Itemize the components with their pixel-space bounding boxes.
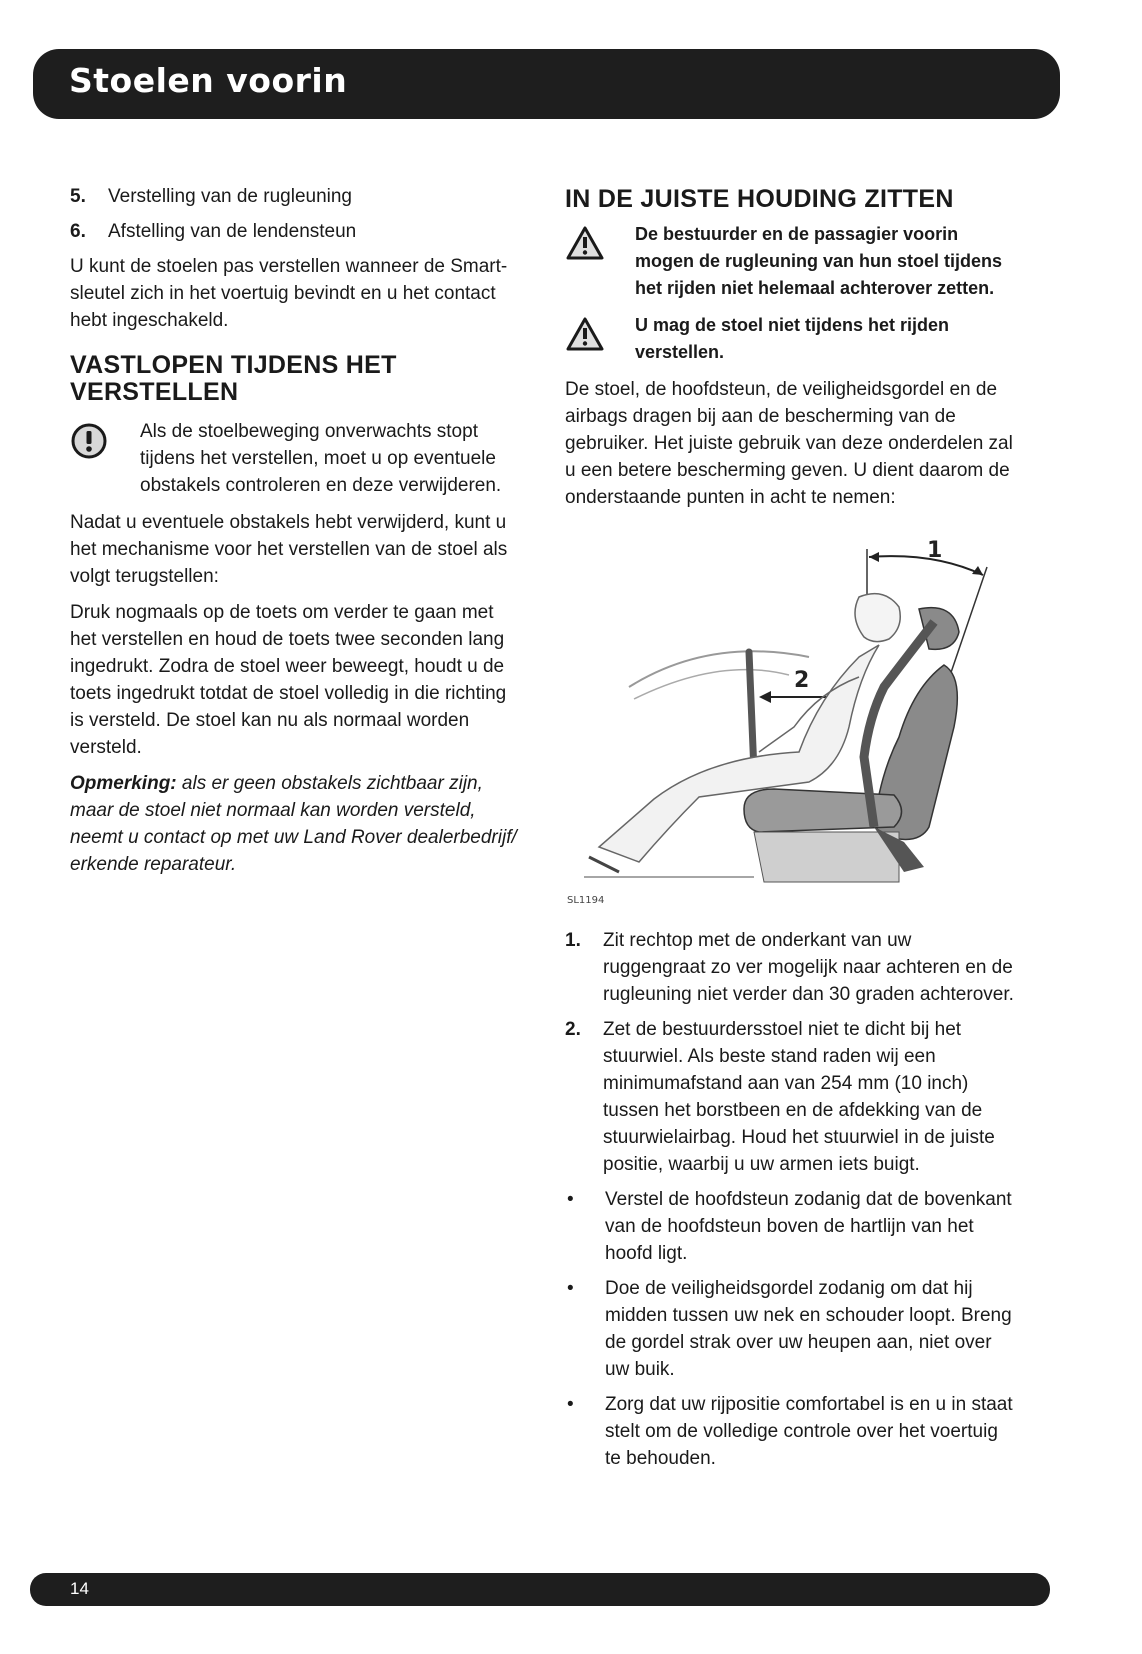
bullet-text: Verstel de hoofdsteun zodanig dat de bovenkant van de hoofdsteun boven de hartlijn van het hoofd ligt. (605, 1189, 1012, 1264)
caution-icon (70, 418, 140, 499)
warning-icon (565, 312, 635, 366)
warning-icon (565, 221, 635, 302)
note (70, 770, 520, 878)
page-number: 14 (70, 1579, 89, 1598)
bullet-icon: • (567, 1189, 574, 1210)
bullet-icon: • (567, 1394, 574, 1415)
page-title: Stoelen voorin (69, 61, 348, 100)
right-column (565, 186, 1015, 1480)
header-bar (33, 49, 1060, 119)
section-heading-posture: IN DE JUISTE HOUDING ZITTEN (565, 185, 954, 213)
figure-label-1: 1 (927, 538, 943, 563)
caution-notice (70, 418, 520, 499)
paragraph: Druk nogmaals op de toets om verder te gaan met het verstellen en houd de toets twee seconden lang ingedrukt. Zodra de stoel weer beweegt, houdt u de toets ingedrukt totdat de stoel volledig in die richting is versteld. De stoel kan nu als normaal worden versteld. (70, 602, 507, 758)
list-item (70, 218, 520, 245)
list-item (565, 927, 1015, 1008)
bullet-item (565, 1275, 1015, 1383)
bullet-item (565, 1186, 1015, 1267)
warning-notice (565, 221, 1015, 302)
warning-text: U mag de stoel niet tijdens het rijden verstellen. (635, 315, 950, 362)
list-text: Zet de bestuurdersstoel niet te dicht bij het stuurwiel. Als beste stand raden wij een minimumafstand aan van 254 mm (10 inch) tussen het borstbeen en de afdekking van de stuurwielairbag. Houd het stuurwiel in de juiste positie, waarbij u uw armen iets buigt. (603, 1019, 995, 1175)
note-label: Opmerking: (70, 773, 177, 794)
footer-bar (30, 1573, 1050, 1606)
list-text: Zit rechtop met de onderkant van uw ruggengraat zo ver mogelijk naar achteren en de rugleuning niet verder dan 30 graden achterover. (603, 930, 1014, 1005)
caution-text: Als de stoelbeweging onverwachts stopt tijdens het verstellen, moet u op eventuele obstakels controleren en deze verwijderen. (140, 421, 502, 496)
list-number: 1. (565, 930, 581, 951)
list-number: 5. (70, 186, 86, 207)
list-text: Verstelling van de rugleuning (108, 186, 353, 207)
list-item (70, 183, 520, 210)
list-text: Afstelling van de lendensteun (108, 221, 357, 242)
warning-notice (565, 312, 1015, 366)
paragraph: Nadat u eventuele obstakels hebt verwijderd, kunt u het mechanisme voor het verstellen van de stoel als volgt terugstellen: (70, 512, 508, 587)
list-number: 6. (70, 221, 86, 242)
figure-code: SL1194 (567, 895, 605, 906)
bullet-text: Zorg dat uw rijpositie comfortabel is en u in staat stelt om de volledige controle over het voertuig te behouden. (605, 1394, 1013, 1469)
note-text: als er geen obstakels zichtbaar zijn, maar de stoel niet normaal kan worden versteld, neemt u contact op met uw Land Rover dealerbedrijf/ erkende reparateur. (70, 773, 517, 875)
bullet-text: Doe de veiligheidsgordel zodanig om dat hij midden tussen uw nek en schouder loopt. Breng de gordel strak over uw heupen aan, niet over uw buik. (605, 1278, 1012, 1380)
warning-text: De bestuurder en de passagier voorin mogen de rugleuning van hun stoel tijdens het rijden niet helemaal achterover zetten. (635, 224, 1003, 298)
intro-paragraph: U kunt de stoelen pas verstellen wanneer de Smart-sleutel zich in het voertuig bevindt en u het contact hebt ingeschakeld. (70, 256, 508, 331)
seating-position-illustration (559, 527, 1019, 917)
bullet-item (565, 1391, 1015, 1472)
section-heading-jamming: VASTLOPEN TIJDENS HET VERSTELLEN (70, 351, 397, 406)
bullet-icon: • (567, 1278, 574, 1299)
list-item (565, 1016, 1015, 1178)
figure-label-2: 2 (794, 668, 810, 693)
list-number: 2. (565, 1019, 581, 1040)
paragraph: De stoel, de hoofdsteun, de veiligheidsgordel en de airbags dragen bij aan de bescherming van de gebruiker. Het juiste gebruik van deze onderdelen zal u een betere bescherming geven. U dient daarom de onderstaande punten in acht te nemen: (565, 379, 1013, 508)
left-column (70, 183, 520, 887)
